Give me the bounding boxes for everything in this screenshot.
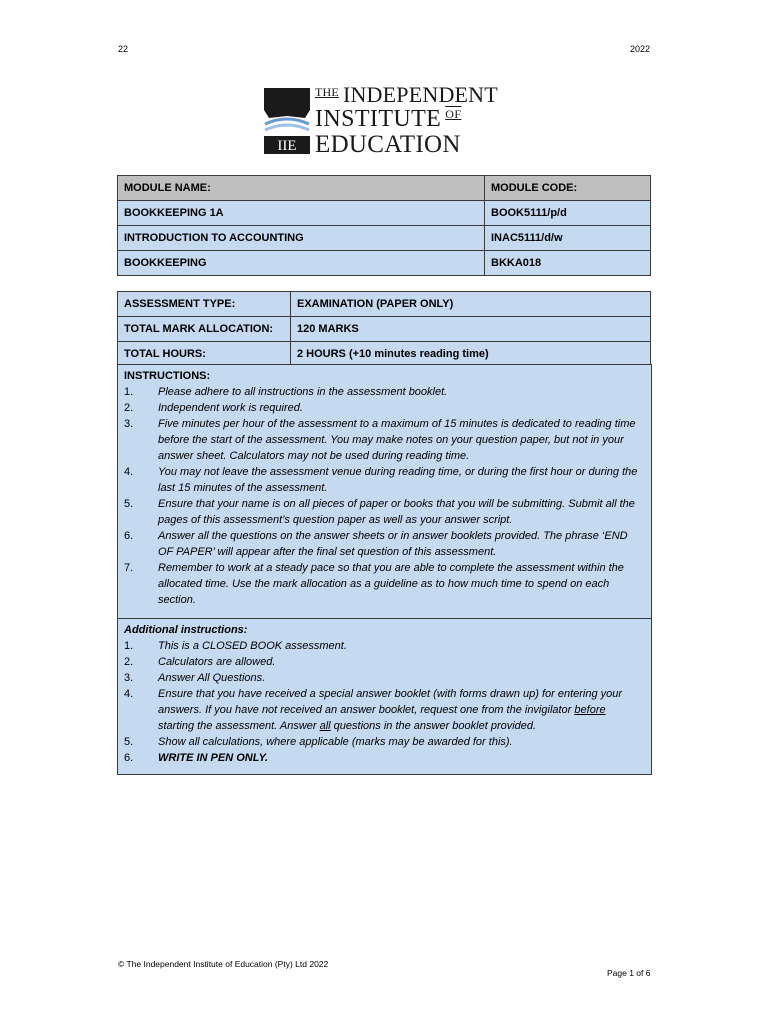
table-row [118,226,651,251]
additional-instructions-box [117,618,652,775]
module-code-cell: INAC5111/d/w [485,226,651,251]
additional-instructions-title: Additional instructions: [124,624,248,636]
list-item: 4. Ensure that you have received a special answer booklet (with forms drawn up) for entering your answers. If you have not received an answer booklet, request one from the invigilator before starting the assessment. Answer all questions in the answer booklet provided. [124,688,623,732]
iie-book-icon [263,86,311,156]
underlined-before: before [574,704,606,716]
table-row [118,292,651,317]
total-marks-value: 120 MARKS [291,317,651,342]
logo-badge: IIE [277,138,297,154]
underlined-all: all [319,720,331,732]
footer-page-number: Page 1 of 6 [607,968,651,978]
total-marks-label: TOTAL MARK ALLOCATION: [118,317,291,342]
list-item: 7. Remember to work at a steady pace so that you are able to complete the assessment within the allocated time. Use the mark allocation as a guideline as to how much time to spend on each section. [124,562,624,606]
list-item: 5. Show all calculations, where applicable (marks may be awarded for this). [124,736,513,748]
module-code-cell: BKKA018 [485,251,651,276]
assessment-type-label: ASSESSMENT TYPE: [118,292,291,317]
logo-line2: INSTITUTE [315,106,442,132]
list-item: 4. You may not leave the assessment venue during reading time, or during the first hour or during the last 15 minutes of the assessment. [124,466,638,494]
table-row [118,201,651,226]
iie-logo [263,84,509,158]
assessment-type-value: EXAMINATION (PAPER ONLY) [291,292,651,317]
list-item: 1. This is a CLOSED BOOK assessment. [124,640,347,652]
list-item: 2. Calculators are allowed. [124,656,276,668]
logo-line3: EDUCATION [315,131,461,158]
logo-line1: INDEPENDENT [342,82,498,107]
total-hours-label: TOTAL HOURS: [118,342,291,367]
logo-the: THE [315,85,339,99]
module-name-header: MODULE NAME: [118,176,485,201]
list-item: 3. Five minutes per hour of the assessment to a maximum of 15 minutes is dedicated to reading time before the start of the assessment. You may make notes on your question paper, but not in your answer sheet. Calculators may not be used during reading time. [124,418,636,462]
list-item: 3. Answer All Questions. [124,672,266,684]
total-hours-value: 2 HOURS (+10 minutes reading time) [291,342,651,367]
table-row [118,251,651,276]
assessment-table [117,291,651,367]
module-table [117,175,651,276]
footer-copyright: © The Independent Institute of Education (Pty) Ltd 2022 [118,959,329,969]
module-name-cell: INTRODUCTION TO ACCOUNTING [118,226,485,251]
table-row [118,342,651,367]
list-item: 5. Ensure that your name is on all pieces of paper or books that you will be submitting. Submit all the pages of this assessment’s question paper as well as your answer script. [124,498,635,526]
list-item: 6. Answer all the questions on the answer sheets or in answer booklets provided. The phrase ‘END OF PAPER’ will appear after the final set question of this assessment. [124,530,628,558]
table-row [118,317,651,342]
instructions-title: INSTRUCTIONS: [124,370,211,382]
module-name-cell: BOOKKEEPING [118,251,485,276]
header-year: 2022 [630,44,651,54]
module-name-cell: BOOKKEEPING 1A [118,201,485,226]
table-row [118,176,651,201]
header-page-code: 22 [118,44,129,54]
list-item: 1. Please adhere to all instructions in the assessment booklet. [124,386,448,398]
list-item: 6. WRITE IN PEN ONLY. [124,752,269,764]
module-code-cell: BOOK5111/p/d [485,201,651,226]
logo-of: OF [445,107,462,121]
list-item: 2. Independent work is required. [124,402,303,414]
module-code-header: MODULE CODE: [485,176,651,201]
instructions-box [117,364,652,620]
